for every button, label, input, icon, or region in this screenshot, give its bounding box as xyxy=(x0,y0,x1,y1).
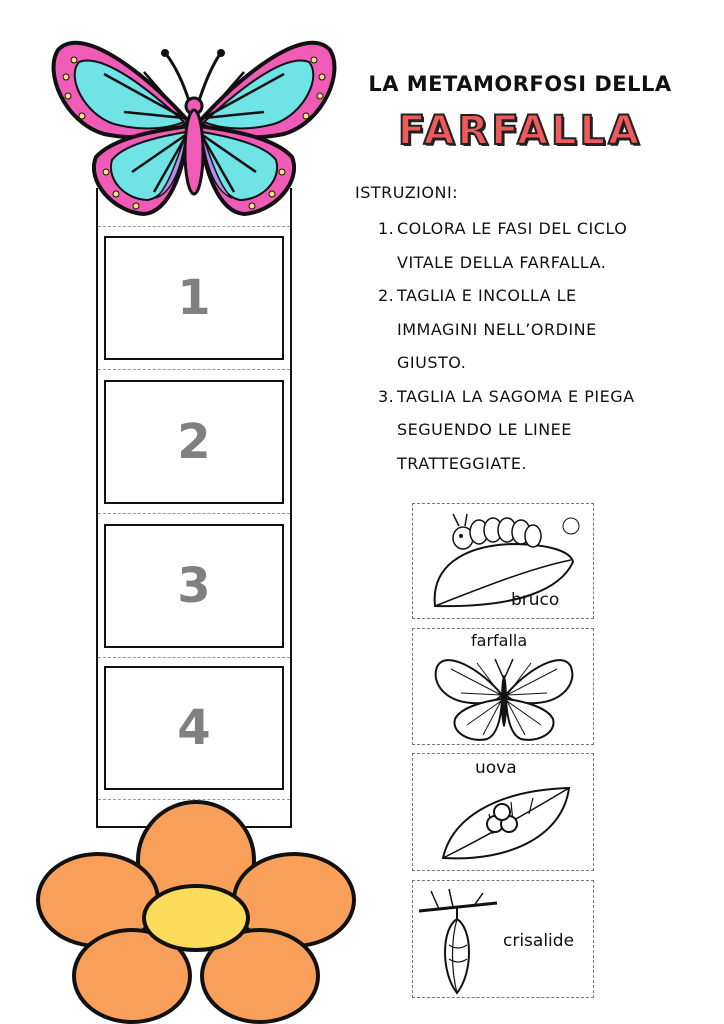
box-number: 3 xyxy=(177,558,211,614)
instruction-line: TAGLIA LA SAGOMA E PIEGA xyxy=(397,386,635,406)
fold-line xyxy=(98,226,290,227)
fold-line xyxy=(98,369,290,370)
foldable-strip xyxy=(96,188,292,828)
card-label-bruco: bruco xyxy=(511,590,560,610)
box-3 xyxy=(104,524,284,648)
butterfly-illustration xyxy=(44,22,344,222)
box-4 xyxy=(104,666,284,790)
instruction-line: IMMAGINI NELL’ORDINE xyxy=(397,319,597,339)
instruction-item-1 xyxy=(378,212,698,279)
card-farfalla[interactable] xyxy=(412,628,594,745)
fold-line xyxy=(98,657,290,658)
instruction-line: VITALE DELLA FARFALLA. xyxy=(397,252,607,272)
instructions-heading: ISTRUZIONI: xyxy=(355,183,459,202)
instruction-line: TRATTEGGIATE. xyxy=(397,453,528,473)
flower-illustration xyxy=(36,800,356,1024)
box-number: 4 xyxy=(177,700,211,756)
instruction-line: COLORA LE FASI DEL CICLO xyxy=(397,219,628,238)
instruction-item-2 xyxy=(378,279,698,380)
card-crisalide[interactable] xyxy=(412,880,594,998)
box-1 xyxy=(104,236,284,360)
chrysalis-icon xyxy=(417,885,503,995)
card-bruco[interactable] xyxy=(412,503,594,619)
instruction-number: 1. xyxy=(378,219,395,238)
card-label-uova: uova xyxy=(475,758,517,778)
box-number: 2 xyxy=(177,414,211,470)
fold-line xyxy=(98,513,290,514)
card-label-crisalide: crisalide xyxy=(503,931,575,951)
instruction-item-3 xyxy=(378,380,698,481)
caterpillar-on-leaf-icon xyxy=(421,508,591,616)
butterfly-outline-icon xyxy=(431,649,577,743)
instruction-line: TAGLIA E INCOLLA LE xyxy=(397,286,577,305)
card-label-farfalla: farfalla xyxy=(471,631,528,650)
box-2 xyxy=(104,380,284,504)
box-number: 1 xyxy=(177,270,211,326)
eggs-on-leaf-icon xyxy=(433,784,577,868)
instruction-line: SEGUENDO LE LINEE xyxy=(397,420,572,439)
instruction-number: 3. xyxy=(378,386,395,406)
instruction-line: GIUSTO. xyxy=(397,353,467,372)
title-line-1: LA METAMORFOSI DELLA xyxy=(368,72,672,96)
instruction-number: 2. xyxy=(378,286,395,305)
instructions-list xyxy=(378,212,698,480)
card-uova[interactable] xyxy=(412,753,594,871)
title-line-2: FARFALLA xyxy=(397,108,643,154)
